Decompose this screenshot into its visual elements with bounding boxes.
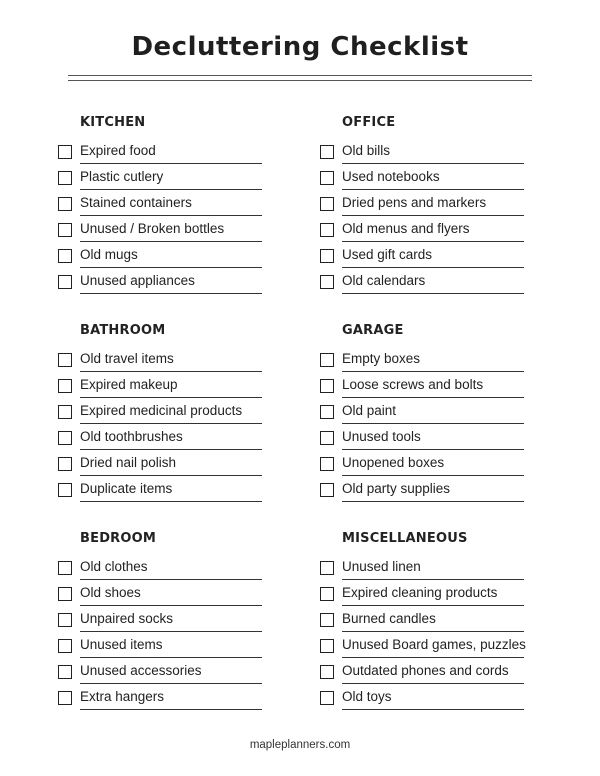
item-label: Stained containers	[80, 195, 192, 210]
item-label: Old menus and flyers	[342, 221, 470, 236]
footer-website: mapleplanners.com	[249, 739, 351, 751]
checkbox[interactable]	[58, 613, 72, 627]
section-heading: KITCHEN	[80, 115, 146, 130]
item-label: Unused Board games, puzzles	[342, 637, 526, 652]
write-line	[80, 397, 262, 398]
checkbox[interactable]	[58, 249, 72, 263]
write-line	[80, 657, 262, 658]
checklist-item[interactable]	[58, 429, 268, 455]
section-heading: BEDROOM	[80, 531, 157, 546]
section-heading: OFFICE	[342, 115, 396, 130]
item-label: Expired makeup	[80, 377, 178, 392]
checklist-item[interactable]	[58, 169, 268, 195]
checklist-item[interactable]	[320, 143, 530, 169]
item-label: Unused tools	[342, 429, 421, 444]
item-label: Unused appliances	[80, 273, 195, 288]
item-label: Unused / Broken bottles	[80, 221, 225, 236]
checklist-item[interactable]	[58, 273, 268, 299]
page-title: Decluttering Checklist	[131, 32, 469, 62]
checklist-item[interactable]	[320, 351, 530, 377]
checklist-item[interactable]	[58, 403, 268, 429]
item-label: Expired medicinal products	[80, 403, 243, 418]
item-label: Old travel items	[80, 351, 174, 366]
checkbox[interactable]	[58, 171, 72, 185]
title-divider-top	[68, 75, 532, 76]
checkbox[interactable]	[58, 353, 72, 367]
checkbox[interactable]	[58, 145, 72, 159]
write-line	[342, 709, 524, 710]
write-line	[80, 683, 262, 684]
checkbox[interactable]	[320, 353, 334, 367]
checklist-item[interactable]	[320, 377, 530, 403]
item-label: Expired cleaning products	[342, 585, 498, 600]
checkbox[interactable]	[320, 197, 334, 211]
checkbox[interactable]	[58, 379, 72, 393]
write-line	[342, 215, 524, 216]
item-label: Expired food	[80, 143, 156, 158]
checkbox[interactable]	[320, 145, 334, 159]
checklist-item[interactable]	[320, 559, 530, 585]
checkbox[interactable]	[320, 613, 334, 627]
checkbox[interactable]	[58, 405, 72, 419]
write-line	[80, 605, 262, 606]
item-label: Dried pens and markers	[342, 195, 487, 210]
checklist-item[interactable]	[58, 611, 268, 637]
write-line	[342, 501, 524, 502]
write-line	[342, 163, 524, 164]
item-label: Used gift cards	[342, 247, 433, 262]
write-line	[342, 267, 524, 268]
write-line	[80, 579, 262, 580]
write-line	[80, 371, 262, 372]
checkbox[interactable]	[320, 457, 334, 471]
checkbox[interactable]	[320, 665, 334, 679]
write-line	[342, 397, 524, 398]
checklist-item[interactable]	[58, 247, 268, 273]
item-label: Unopened boxes	[342, 455, 445, 470]
write-line	[80, 163, 262, 164]
item-label: Old party supplies	[342, 481, 451, 496]
checklist-item[interactable]	[320, 273, 530, 299]
checkbox[interactable]	[58, 275, 72, 289]
item-label: Old mugs	[80, 247, 138, 262]
section-heading: GARAGE	[342, 323, 404, 338]
checkbox[interactable]	[58, 587, 72, 601]
item-label: Old toys	[342, 689, 392, 704]
checklist-item[interactable]	[58, 351, 268, 377]
checklist-item[interactable]	[58, 663, 268, 689]
checkbox[interactable]	[58, 483, 72, 497]
checkbox[interactable]	[320, 561, 334, 575]
checklist-item[interactable]	[320, 637, 530, 663]
item-label: Old toothbrushes	[80, 429, 183, 444]
checklist-item[interactable]	[58, 637, 268, 663]
checklist-item[interactable]	[58, 455, 268, 481]
checkbox[interactable]	[58, 639, 72, 653]
item-label: Plastic cutlery	[80, 169, 164, 184]
checklist-item[interactable]	[320, 169, 530, 195]
section-heading: MISCELLANEOUS	[342, 531, 468, 546]
write-line	[80, 501, 262, 502]
checklist-item[interactable]	[320, 403, 530, 429]
item-label: Extra hangers	[80, 689, 165, 704]
item-label: Unused accessories	[80, 663, 202, 678]
checklist-item[interactable]	[58, 143, 268, 169]
item-label: Unpaired socks	[80, 611, 174, 626]
item-label: Old shoes	[80, 585, 141, 600]
write-line	[80, 631, 262, 632]
checkbox[interactable]	[320, 171, 334, 185]
item-label: Outdated phones and cords	[342, 663, 509, 678]
item-label: Old paint	[342, 403, 397, 418]
item-label: Old clothes	[80, 559, 148, 574]
checklist-item[interactable]	[320, 247, 530, 273]
write-line	[80, 189, 262, 190]
checklist-item[interactable]	[320, 611, 530, 637]
write-line	[80, 241, 262, 242]
write-line	[342, 605, 524, 606]
checklist-item[interactable]	[320, 689, 530, 715]
checklist-item[interactable]	[320, 429, 530, 455]
checkbox[interactable]	[58, 561, 72, 575]
write-line	[342, 293, 524, 294]
checklist-item[interactable]	[320, 663, 530, 689]
checkbox[interactable]	[320, 379, 334, 393]
item-label: Used notebooks	[342, 169, 440, 184]
item-label: Burned candles	[342, 611, 436, 626]
item-label: Unused linen	[342, 559, 421, 574]
item-label: Old bills	[342, 143, 391, 158]
item-label: Loose screws and bolts	[342, 377, 484, 392]
checklist-item[interactable]	[320, 455, 530, 481]
checklist-item[interactable]	[320, 585, 530, 611]
checklist-item[interactable]	[320, 481, 530, 507]
checkbox[interactable]	[320, 223, 334, 237]
write-line	[80, 709, 262, 710]
section-heading: BATHROOM	[80, 323, 166, 338]
write-line	[80, 215, 262, 216]
checklist-item[interactable]	[320, 195, 530, 221]
write-line	[80, 423, 262, 424]
checklist-item[interactable]	[320, 221, 530, 247]
checkbox[interactable]	[320, 587, 334, 601]
checkbox[interactable]	[320, 405, 334, 419]
checklist-item[interactable]	[58, 585, 268, 611]
checklist-item[interactable]	[58, 559, 268, 585]
title-divider-bottom	[68, 80, 532, 81]
write-line	[342, 449, 524, 450]
write-line	[80, 293, 262, 294]
checkbox[interactable]	[320, 275, 334, 289]
write-line	[342, 631, 524, 632]
checkbox[interactable]	[320, 249, 334, 263]
write-line	[342, 371, 524, 372]
write-line	[342, 475, 524, 476]
write-line	[342, 189, 524, 190]
checklist-item[interactable]	[58, 195, 268, 221]
checkbox[interactable]	[58, 457, 72, 471]
checkbox[interactable]	[58, 431, 72, 445]
checkbox[interactable]	[320, 639, 334, 653]
write-line	[342, 241, 524, 242]
write-line	[342, 579, 524, 580]
item-label: Duplicate items	[80, 481, 173, 496]
checkbox[interactable]	[58, 197, 72, 211]
checklist-item[interactable]	[58, 481, 268, 507]
write-line	[342, 423, 524, 424]
write-line	[80, 449, 262, 450]
checklist-item[interactable]	[58, 221, 268, 247]
checkbox[interactable]	[58, 223, 72, 237]
write-line	[80, 475, 262, 476]
checklist-item[interactable]	[58, 689, 268, 715]
checklist-item[interactable]	[58, 377, 268, 403]
item-label: Unused items	[80, 637, 163, 652]
checkbox[interactable]	[320, 431, 334, 445]
item-label: Old calendars	[342, 273, 426, 288]
item-label: Dried nail polish	[80, 455, 177, 470]
checkbox[interactable]	[58, 665, 72, 679]
item-label: Empty boxes	[342, 351, 421, 366]
write-line	[80, 267, 262, 268]
checkbox[interactable]	[320, 483, 334, 497]
write-line	[342, 657, 524, 658]
checkbox[interactable]	[58, 691, 72, 705]
write-line	[342, 683, 524, 684]
checkbox[interactable]	[320, 691, 334, 705]
